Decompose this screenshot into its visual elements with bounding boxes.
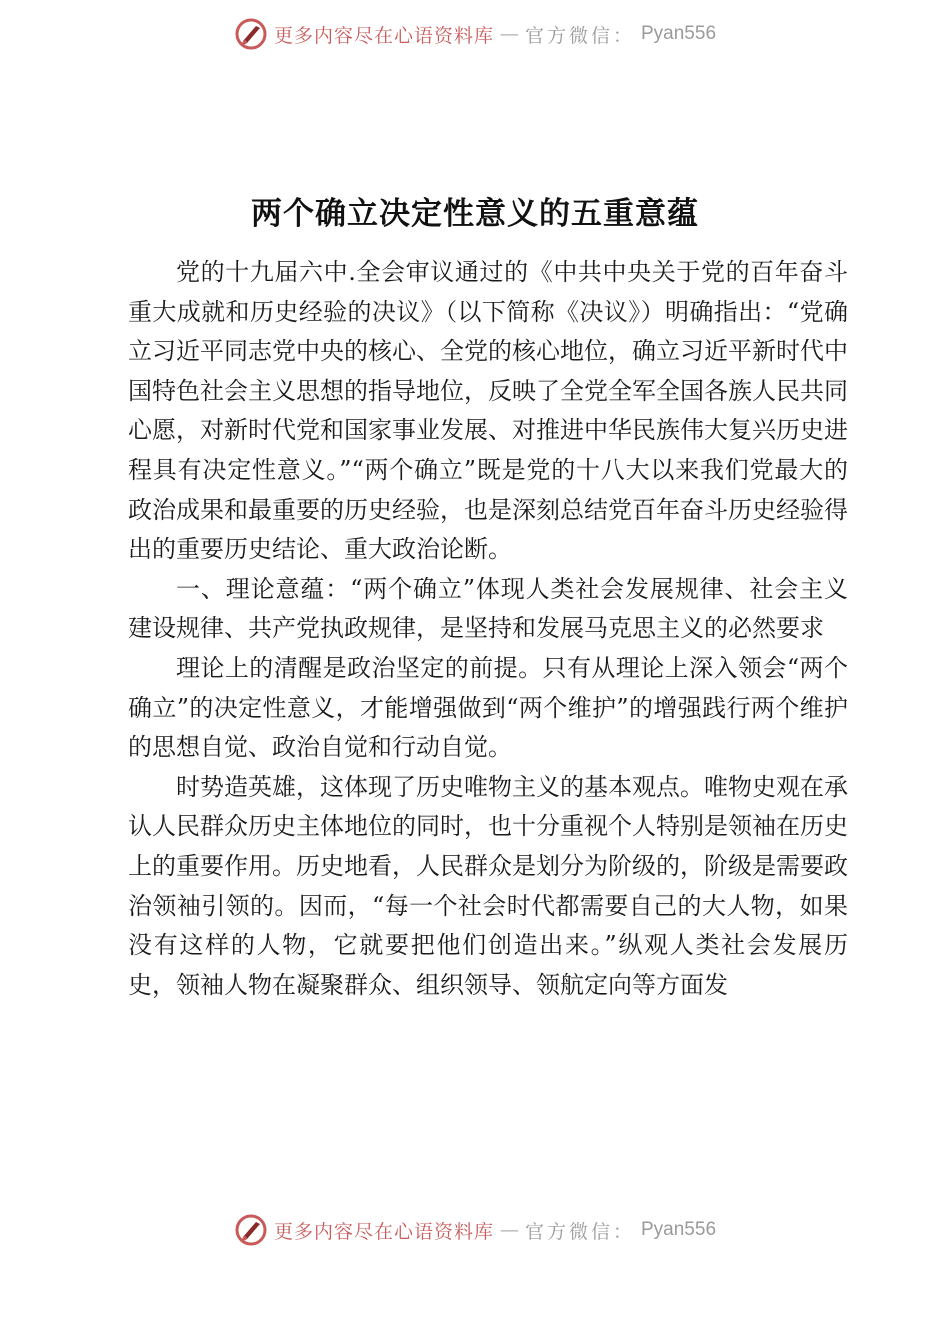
footer-watermark bbox=[0, 1210, 950, 1250]
watermark-text: 更多内容尽在心语资料库 bbox=[273, 24, 494, 47]
document-body bbox=[128, 253, 848, 1005]
brush-logo-icon bbox=[234, 17, 268, 51]
watermark-wechat-id: Pyan556 bbox=[641, 1219, 717, 1240]
watermark-separator: — bbox=[499, 1219, 519, 1241]
paragraph-intro: 党的十九届六中.全会审议通过的《中共中央关于党的百年奋斗重大成就和历史经验的决议》（以下简称《决议》）明确指出：“党确立习近平同志党中央的核心、全党的核心地位，确立习近平新时代中国特色社会主义思想的指导地位，反映了全党全军全国各族人民共同心愿，对新时代党和国家事业发展、对推进中华民族伟大复兴历史进程具有决定性意义。”“两个确立”既是党的十八大以来我们党最大的政治成果和最重要的历史经验，也是深刻总结党百年奋斗历史经验得出的重要历史结论、重大政治论断。 bbox=[128, 258, 848, 564]
paragraph-history: 时势造英雄，这体现了历史唯物主义的基本观点。唯物史观在承认人民群众历史主体地位的同时，也十分重视个人特别是领袖在历史上的重要作用。历史地看，人民群众是划分为阶级的，阶级是需要政治领袖引领的。因而，“每一个社会时代都需要自己的大人物，如果没有这样的人物，它就要把他们创造出来。”纵观人类社会发展历史，领袖人物在凝聚群众、组织领导、领航定向等方面发 bbox=[128, 772, 848, 999]
watermark-separator: — bbox=[499, 23, 519, 45]
watermark-wechat-id: Pyan556 bbox=[641, 23, 717, 44]
header-watermark bbox=[0, 14, 950, 54]
brush-logo-icon bbox=[234, 1213, 268, 1247]
paragraph-section-heading: 一、理论意蕴：“两个确立”体现人类社会发展规律、社会主义建设规律、共产党执政规律，是坚持和发展马克思主义的必然要求 bbox=[128, 574, 848, 643]
watermark-wechat-label: 官方微信： bbox=[524, 24, 635, 47]
watermark-wechat-label: 官方微信： bbox=[524, 1220, 635, 1243]
document-title: 两个确立决定性意义的五重意蕴 bbox=[251, 196, 699, 232]
watermark-text: 更多内容尽在心语资料库 bbox=[273, 1220, 494, 1243]
paragraph-theory: 理论上的清醒是政治坚定的前提。只有从理论上深入领会“两个确立”的决定性意义，才能增强做到“两个维护”的增强践行两个维护的思想自觉、政治自觉和行动自觉。 bbox=[128, 653, 848, 762]
